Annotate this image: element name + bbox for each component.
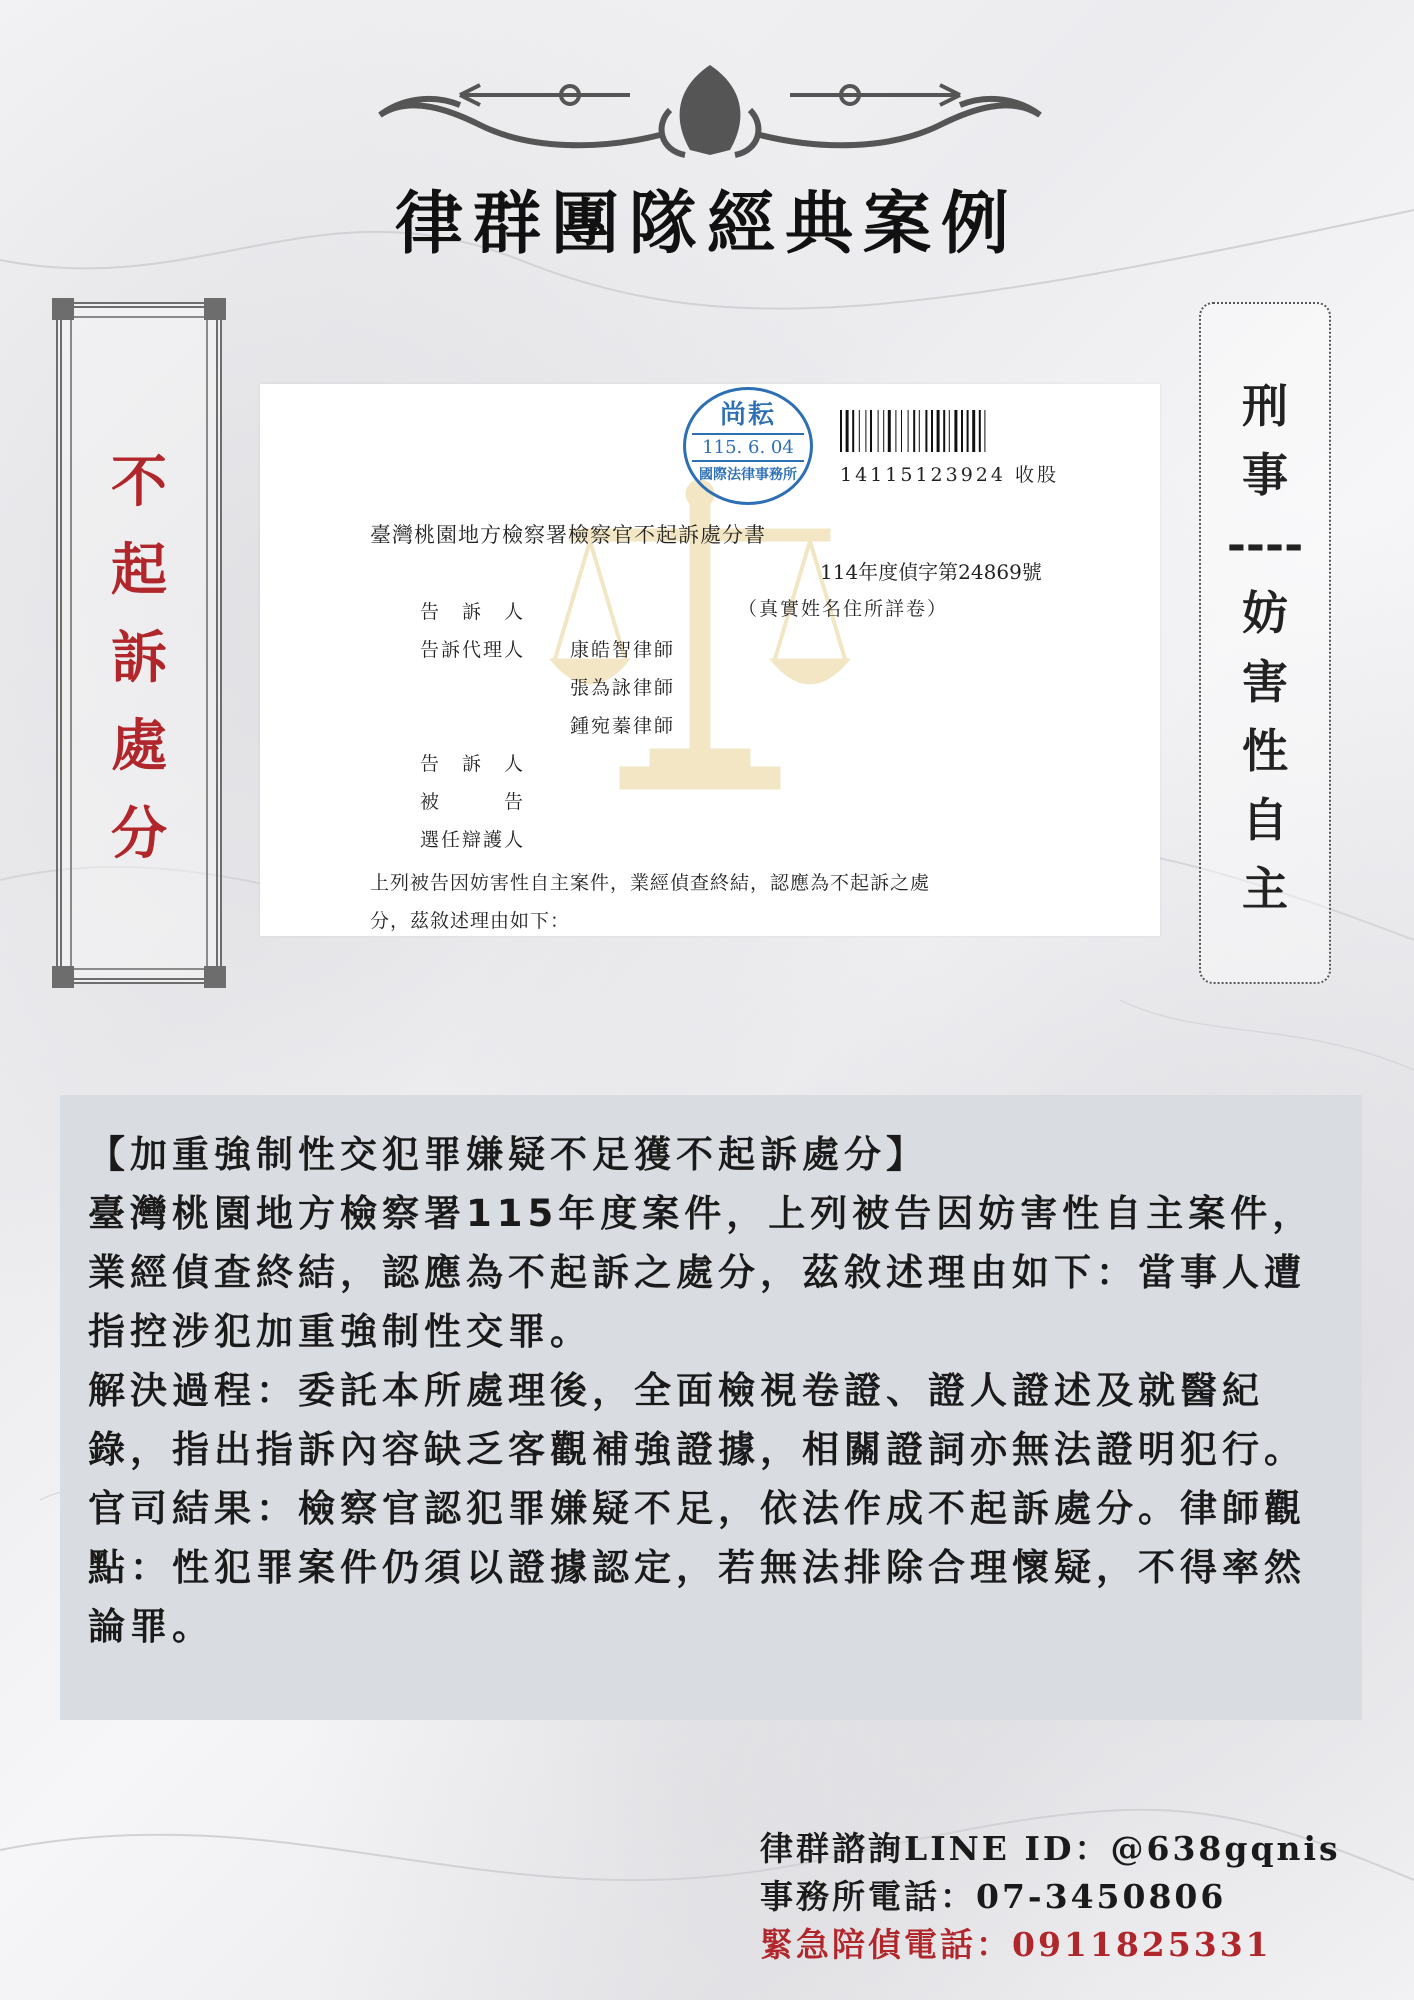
page-title: 律群團隊經典案例 [394, 184, 1019, 264]
stamp-bottom-text: 國際法律事務所 [699, 467, 797, 483]
party-label: 被 告 [420, 791, 526, 813]
barcode-icon [840, 410, 1120, 452]
party-value: 鍾宛蓁律師 [570, 715, 676, 737]
right-banner-char: 性 [1242, 724, 1288, 778]
party-label: 告 訴 人 [420, 601, 526, 623]
right-banner-text [1201, 372, 1329, 924]
barcode-number: 14115123924 收股 [840, 464, 1060, 486]
party-label: 告訴代理人 [420, 639, 526, 661]
identity-note: （真實姓名住所詳卷） [738, 598, 949, 620]
seal-stamp [683, 387, 813, 505]
frame-corner-icon [52, 298, 74, 320]
left-banner [56, 302, 222, 984]
summary-paragraph: 解決過程：委託本所處理後，全面檢視卷證、證人證述及就醫紀錄，指出指訴內容缺乏客觀補強證據，相關證詞亦無法證明犯行。 [88, 1369, 1306, 1471]
frame-corner-icon [204, 966, 226, 988]
document-body-line: 上列被告因妨害性自主案件，業經偵查終結，認應為不起訴之處 [370, 872, 931, 894]
right-banner-char: 自 [1242, 793, 1288, 847]
party-value: 康皓智律師 [570, 639, 676, 661]
left-banner-char: 不 [111, 449, 167, 515]
party-value: 張為詠律師 [570, 677, 676, 699]
document-title: 臺灣桃園地方檢察署檢察官不起訴處分書 [370, 523, 766, 547]
left-banner-char: 起 [111, 537, 167, 603]
summary-paragraph: 官司結果：檢察官認犯罪嫌疑不足，依法作成不起訴處分。律師觀點：性犯罪案件仍須以證據認定，若無法排除合理懷疑，不得率然論罪。 [88, 1487, 1306, 1648]
frame-corner-icon [52, 966, 74, 988]
left-banner-char: 處 [111, 713, 167, 779]
right-banner-char: 刑 [1242, 379, 1288, 433]
summary-paragraph: 臺灣桃園地方檢察署115年度案件，上列被告因妨害性自主案件，業經偵查終結，認應為不起訴之處分，茲敘述理由如下：當事人遭指控涉犯加重強制性交罪。 [88, 1192, 1315, 1353]
contact-info [760, 1825, 1341, 1969]
document-body [370, 864, 1090, 936]
office-phone: 事務所電話：07-3450806 [760, 1877, 1227, 1916]
party-label: 選任辯護人 [420, 829, 526, 851]
right-banner-char: 害 [1242, 655, 1288, 709]
stamp-top-text: 尚耘 [719, 400, 776, 430]
case-number: 114年度偵字第24869號 [820, 560, 1042, 584]
right-banner-char: 妨 [1242, 586, 1288, 640]
right-banner-char: 事 [1242, 448, 1288, 502]
left-banner-char: 訴 [111, 625, 167, 691]
summary-heading: 【加重強制性交犯罪嫌疑不足獲不起訴處分】 [88, 1133, 928, 1176]
flourish-ornament-icon [370, 55, 1050, 165]
party-label: 告 訴 人 [420, 753, 526, 775]
urgent-phone: 緊急陪偵電話：0911825331 [760, 1925, 1272, 1964]
frame-corner-icon [204, 298, 226, 320]
case-summary-panel [60, 1095, 1362, 1720]
right-banner [1199, 302, 1331, 984]
line-id: 律群諮詢LINE ID：@638gqnis [760, 1829, 1341, 1868]
left-banner-text [62, 438, 216, 878]
left-banner-char: 分 [111, 801, 167, 867]
document-scan [260, 384, 1160, 936]
stamp-date: 115. 6. 04 [702, 437, 794, 458]
right-banner-char: 主 [1242, 862, 1288, 916]
right-banner-char: ---- [1226, 517, 1304, 571]
document-body-line: 分，茲敘述理由如下： [370, 910, 571, 932]
